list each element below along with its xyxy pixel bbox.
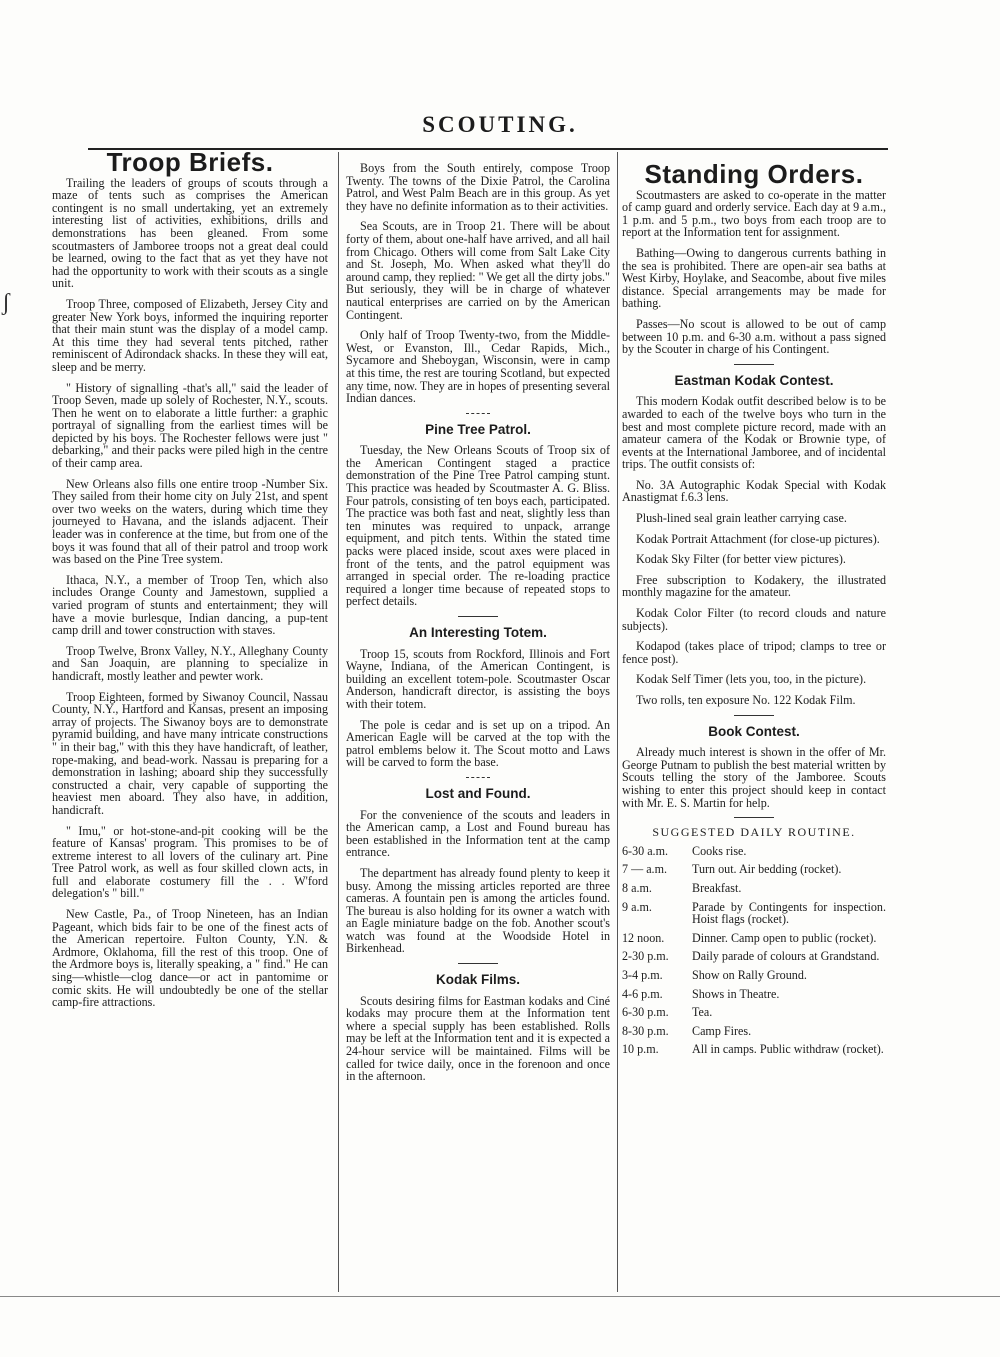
- left-column: [52, 150, 328, 1290]
- middle-column: [346, 150, 610, 1290]
- paragraph: Boys from the South entirely, compose Troop Twenty. The towns of the Dixie Patrol, the Carolina Patrol, and West Palm Beach are in this group. As yet they have no definite information as to their activities.: [346, 161, 610, 213]
- kodak-contest-title: Eastman Kodak Contest.: [674, 372, 834, 388]
- routine-item: [622, 1025, 886, 1038]
- paragraph: Kodak Self Timer (lets you, too, in the picture).: [636, 672, 867, 687]
- routine-item: [622, 988, 886, 1001]
- routine-time: 2-30 p.m.: [622, 949, 669, 964]
- section-separator: [466, 777, 490, 778]
- paragraph: Kodak Sky Filter (for better view pictures).: [636, 552, 846, 567]
- paragraph: Two rolls, ten exposure No. 122 Kodak Film.: [636, 693, 856, 707]
- totem-body: [346, 648, 610, 769]
- paragraph: The department has already found plenty to keep it busy. Among the missing articles reported are three cameras. A fountain pen is among the articles found. The bureau is also holding for its owner a watch with an Eagle miniature badge on the fob. Another scout's watch was found at the Woodside Hotel in Birkenhead.: [346, 865, 610, 956]
- section-separator: [734, 364, 774, 365]
- routine-time: 8 a.m.: [622, 880, 652, 895]
- binding-mark: ʃ: [2, 290, 10, 316]
- paragraph: " Imu," or hot-stone-and-pit cooking will be the feature of Kansas' program. This promises to be of extreme interest to all lovers of the culinary art. Pine Tree Patrol work, as well as four skilled clown acts, in full and elaborate costumery fill the . . W'ford delegation's " bill.": [52, 823, 328, 901]
- routine-item: [622, 863, 886, 876]
- paragraph: Kodak Portrait Attachment (for close-up pictures).: [636, 531, 880, 546]
- routine-description: Breakfast.: [692, 880, 742, 895]
- routine-title: SUGGESTED DAILY ROUTINE.: [652, 825, 856, 840]
- routine-description: Show on Rally Ground.: [692, 967, 807, 982]
- page-bottom-rule: [0, 1296, 1000, 1297]
- paragraph: No. 3A Autographic Kodak Special with Kodak Anastigmat f.6.3 lens.: [622, 477, 886, 505]
- paragraph: Trailing the leaders of groups of scouts through a maze of tents such as comprises the American contingent is no small undertaking, yet an extremely interesting list of activities, exhibitions, drills and demonstrations has been gleaned. From some scoutmasters of Jamboree troops not a great deal could be learned, owing to the fact that as yet they have not had the opportunity to work with their scouts as a single unit.: [52, 175, 328, 291]
- paragraph: For the convenience of the scouts and leaders in the American camp, a Lost and Found bureau has been established in the Information tent at the camp entrance.: [346, 807, 610, 860]
- paragraph: " History of signalling -that's all," said the leader of Troop Seven, made up solely of Rochester, N.Y., scouts. Then he went on to elaborate a little further: a graphic portrayal of signalling from the earliest times will be depicted by his boys. The Rochester fellows were just " debarking," and their packs were piled high in the centre of their camp area.: [52, 380, 328, 471]
- paragraph: Plush-lined seal grain leather carrying case.: [636, 511, 847, 526]
- paragraph: Troop Three, composed of Elizabeth, Jersey City and greater New York boys, informed the inquiring reporter that their main stunt was the display of a model camp. At this time they had several tents pitched, rather reminiscent of Adirondack shacks. In these they will eat, sleep and be merry.: [52, 296, 328, 374]
- paragraph: Scouts desiring films for Eastman kodaks and Ciné kodaks may procure them at the Information tent where a special supply has been established. Rolls may be left at the Information tent and it is expected a 24-hour service will be maintained. Films will be called for twice daily, once in the forenoon and once in the afternoon.: [346, 993, 610, 1084]
- routine-item: [622, 932, 886, 945]
- paragraph: Troop 15, scouts from Rockford, Illinois and Fort Wayne, Indiana, of the American Contingent, is building an excellent totem-pole. Scoutmaster Oscar Anderson, handicraft director, is assisting the boys with their totem.: [346, 646, 610, 711]
- pine-tree-body: [346, 444, 610, 608]
- routine-item: [622, 845, 886, 858]
- kodak-films-title: Kodak Films.: [435, 972, 521, 988]
- routine-description: Tea.: [692, 1005, 713, 1020]
- paragraph: New Orleans also fills one entire troop -Number Six. They sailed from their home city on July 21st, and spent over two weeks on the waters, during which time they journeyed to Havana, and the islands adjacent. Their leader was in conference at the time, but from one of the boys it was found that all of their patrol and troop work was based on the Pine Tree system.: [52, 476, 328, 567]
- kodak-films-body: [346, 995, 610, 1083]
- routine-time: 9 a.m.: [622, 899, 652, 914]
- section-separator: [458, 963, 498, 964]
- paragraph: Only half of Troop Twenty-two, from the Middle-West, or Evanston, Ill., Cedar Rapids, Mich., Sycamore and Sheboygan, Wisconsin, were in camp at this time, the rest are touring Scotland, but expected any time, now. They are in hopes of presenting several Indian dances.: [346, 328, 610, 406]
- paragraph: This modern Kodak outfit described below is to be awarded to each of the twelve boys who turn in the best and most complete picture record, made with an amateur camera of the Kodak or Brownie type, of events at the International Jamboree, and of incidental trips. The outfit consists of:: [622, 394, 886, 472]
- routine-description: Cooks rise.: [692, 843, 747, 858]
- routine-time: 12 noon.: [622, 930, 665, 945]
- paragraph: Passes—No scout is allowed to be out of camp between 10 p.m. and 6-30 a.m. without a pass signed by the Scouter in charge of his Contingent.: [622, 316, 886, 357]
- routine-time: 4-6 p.m.: [622, 986, 663, 1001]
- standing-orders-title: Standing Orders.: [644, 159, 864, 189]
- routine-time: 3-4 p.m.: [622, 967, 663, 982]
- section-separator: [734, 817, 774, 818]
- standing-orders-body: [622, 189, 886, 356]
- pine-tree-title: Pine Tree Patrol.: [425, 421, 531, 437]
- troop-briefs-title: Troop Briefs.: [106, 150, 274, 177]
- routine-time: 6-30 a.m.: [622, 843, 669, 858]
- book-contest-title: Book Contest.: [708, 723, 800, 739]
- paragraph: Free subscription to Kodakery, the illustrated monthly magazine for the amateur.: [622, 572, 886, 600]
- lost-found-title: Lost and Found.: [425, 785, 531, 801]
- routine-item: [622, 1043, 886, 1056]
- routine-time: 6-30 p.m.: [622, 1005, 669, 1020]
- paragraph: Sea Scouts, are in Troop 21. There will be about forty of them, about one-half have arrived, and all hail from Chicago. Others will come from Salt Lake City and St. Joseph, Mo. When asked what they'll do around camp, they replied: " We get all the dirty jobs." But seriously, they will be in charge of whatever nautical enterprises are carried on by the American Contingent.: [346, 219, 610, 322]
- column-divider-1: [338, 152, 339, 1292]
- section-separator: [734, 715, 774, 716]
- daily-routine-list: [622, 845, 886, 1056]
- right-column: [622, 150, 886, 1290]
- paragraph: Troop Eighteen, formed by Siwanoy Council, Nassau County, N.Y., Hartford and Kansas, present an imposing array of projects. The Siwanoy boys are to demonstrate pyramid building, and have many intricate constructions " in their bag," with this they have handicraft, of leather, rope-making, and bead-work. Nassau is preparing for a demonstration in lashing; aboard ship they successfully constructed a chair, very capable of supporting the heaviest men aboard. They also have, in addition, handicraft.: [52, 689, 328, 817]
- routine-item: [622, 882, 886, 895]
- paragraph: New Castle, Pa., of Troop Nineteen, has an Indian Pageant, which bids fair to be one of the finest acts of the American repertoire. Fulton County, Y.N. & Ardmore, Oklahoma, fill the rest of this troop. One of the Ardmore boys is, literally speaking, a " find." He can sing—whistle—clog dance—or act in pantomime or comic skits. He will undoubtedly be one of the stellar camp-fire attractions.: [52, 907, 328, 1010]
- routine-item: [622, 969, 886, 982]
- troop-briefs-body: [52, 177, 328, 1009]
- paragraph: Ithaca, N.Y., a member of Troop Ten, which also includes Orange County and Jamestown, supplied a varied program of stunts and entertainment; they will have a movie burlesque, Indian dancing, a pup-tent camp drill and tower construction with staves.: [52, 572, 328, 638]
- paragraph: The pole is cedar and is set up on a tripod. An American Eagle will be carved at the top with the patrol emblems below it. The Scout motto and Laws will be carved to form the base.: [346, 717, 610, 770]
- routine-item: [622, 901, 886, 926]
- routine-time: 7 — a.m.: [622, 862, 668, 877]
- paragraph: Bathing—Owing to dangerous currents bathing in the sea is prohibited. There are open-air sea baths at West Kirby, Hoylake, and Seacombe, about five miles distance. Special arrangements may be made for bathing.: [622, 245, 886, 311]
- paragraph: Kodapod (takes place of tripod; clamps to tree or fence post).: [622, 639, 886, 666]
- routine-item: [622, 950, 886, 963]
- lost-found-body: [346, 809, 610, 956]
- paragraph: Scoutmasters are asked to co-operate in the matter of camp guard and orderly service. Each day at 9 a.m., 1 p.m. and 5 p.m., two boys from each troop are to report at the Information tent for assignment.: [622, 187, 886, 240]
- kodak-contest-body: [622, 395, 886, 706]
- paragraph: Troop Twelve, Bronx Valley, N.Y., Alleghany County and San Joaquin, are planning to specialize in handicraft, mostly leather and pewter work.: [52, 643, 328, 683]
- routine-description: All in camps. Public withdraw (rocket).: [692, 1042, 884, 1057]
- routine-description: Daily parade of colours at Grandstand.: [692, 949, 880, 964]
- paragraph: Kodak Color Filter (to record clouds and nature subjects).: [622, 606, 886, 633]
- routine-time: 10 p.m.: [622, 1042, 659, 1057]
- routine-description: Shows in Theatre.: [692, 986, 780, 1001]
- totem-title: An Interesting Totem.: [409, 625, 547, 640]
- routine-time: 8-30 p.m.: [622, 1023, 669, 1038]
- routine-description: Camp Fires.: [692, 1023, 752, 1038]
- middle-intro-body: [346, 162, 610, 405]
- routine-description: Parade by Contingents for inspection. Hoist flags (rocket).: [692, 899, 886, 927]
- routine-description: Turn out. Air bedding (rocket).: [692, 862, 842, 877]
- section-separator: [466, 413, 490, 414]
- section-separator: [458, 616, 498, 617]
- book-contest-body: [622, 746, 886, 809]
- paragraph: Tuesday, the New Orleans Scouts of Troop six of the American Contingent staged a practice demonstration of the Pine Tree Patrol camping stunt. This practice was headed by Scoutmaster A. G. Bliss. Four patrols, consisting of ten boys each, participated. The practice was both fast and neat, slightly less than ten minutes was required to unpack, arrange equipment, and pitch tents. Within the stated time packs were placed inside, scout axes were placed in front of the tents, and the patrol equipment was arranged in special order. The re-loading practice required a longer time because of repeated stops to perfect details.: [346, 443, 610, 609]
- masthead: SCOUTING.: [422, 112, 578, 137]
- routine-description: Dinner. Camp open to public (rocket).: [692, 930, 877, 945]
- routine-item: [622, 1006, 886, 1019]
- column-divider-2: [617, 152, 618, 1292]
- paragraph: Already much interest is shown in the offer of Mr. George Putnam to publish the best material written by Scouts telling the story of the Jamboree. Scouts wishing to enter this project should keep in contact with Mr. E. S. Martin for help.: [622, 745, 886, 810]
